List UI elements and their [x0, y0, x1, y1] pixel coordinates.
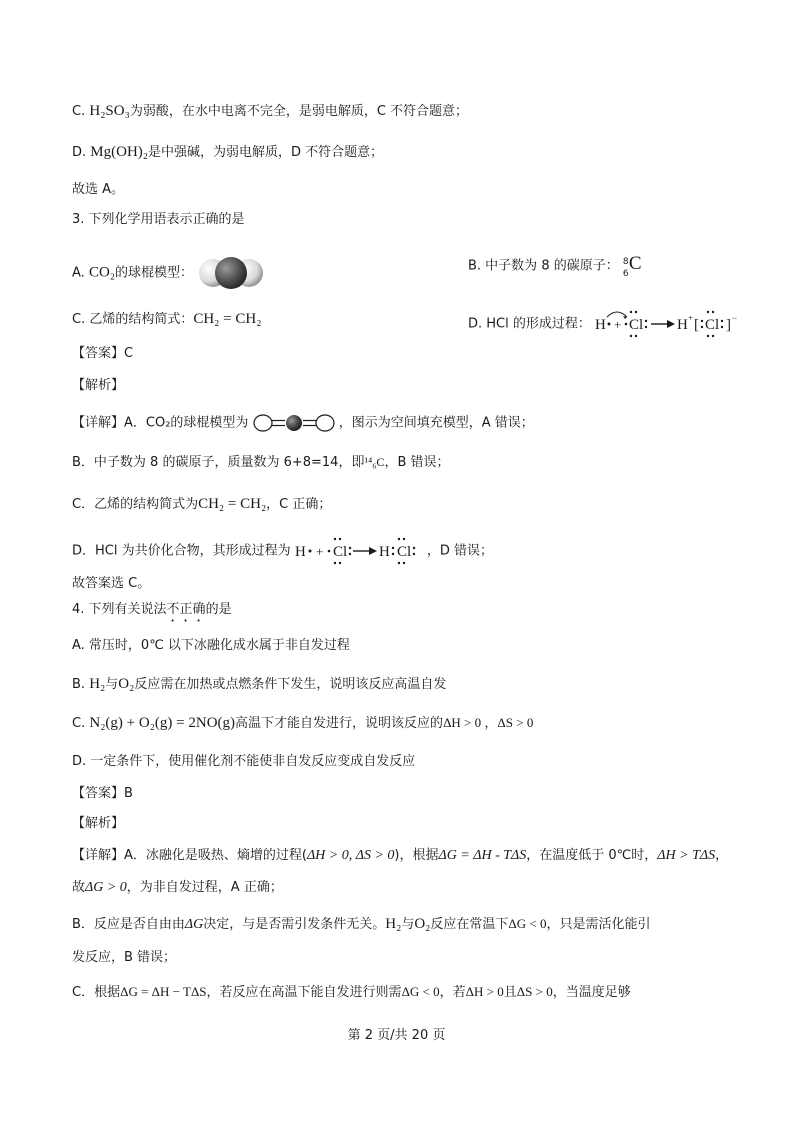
option-text: 高温下才能自发进行，说明该反应的: [235, 716, 444, 731]
mass-number: 8: [622, 257, 629, 267]
option-text: 反应需在加热或点燃条件下发生，说明该反应高温自发: [134, 677, 447, 692]
svg-text:+: +: [614, 317, 622, 332]
formula: Mg(OH)₂: [90, 144, 149, 160]
detail-text: ，: [715, 848, 729, 863]
option-text: D. HCl 的形成过程：: [468, 316, 591, 332]
svg-text:H: H: [294, 544, 306, 560]
q4-detail-b-line2: 发反应，B 错误；: [72, 950, 177, 965]
q3-detail-d: [72, 536, 733, 566]
detail-text: ，D 错误；: [426, 543, 494, 559]
formula: H₂: [89, 676, 106, 692]
q3-answer: 【答案】C: [72, 346, 134, 361]
stem-text: 4. 下列有关说法: [72, 602, 167, 617]
detail-text: ，当温度足够: [552, 985, 631, 1000]
formula: O₂: [414, 916, 431, 932]
q4-option-b: [72, 674, 733, 695]
detail-text: 【详解】A．CO₂的球棍模型为: [72, 415, 249, 431]
formula: H₂: [385, 916, 402, 932]
detail-text: )，根据: [394, 848, 439, 863]
q3-conclusion: 故答案选 C。: [72, 576, 151, 591]
svg-text:[: [: [694, 317, 700, 333]
emphasized-text: 不正确: [166, 602, 206, 617]
option-text: 是中强碱，为弱电解质，D 不符合题意；: [148, 145, 384, 160]
q4-detail-a-line1: [72, 846, 733, 866]
detail-text: ，若反应在高温下能自发进行则需: [206, 985, 402, 1000]
formula: ΔG: [184, 917, 204, 932]
detail-text: ，在温度低于 0℃时，: [526, 848, 658, 863]
detail-text: ，若: [439, 985, 466, 1000]
isotope-notation: ¹⁴₆C: [364, 455, 385, 469]
q4-detail-c-line1: [72, 982, 733, 1003]
formula: O₂: [118, 676, 135, 692]
formula: ΔG > 0: [85, 880, 127, 895]
q3-option-a: [72, 253, 733, 290]
q3-option-d: [468, 309, 745, 339]
option-text: 为弱酸，在水中电离不完全，是弱电解质，C 不符合题意；: [129, 104, 469, 119]
option-label: C.: [72, 716, 86, 731]
svg-text:+: +: [315, 544, 324, 559]
carbon-isotope: [622, 253, 645, 279]
detail-text: C．乙烯的结构简式为: [72, 497, 199, 512]
q4-option-a: A. 常压时，0℃ 以下冰融化成水属于非自发过程: [72, 638, 350, 653]
option-text: C. 乙烯的结构简式：: [72, 312, 194, 327]
conclusion-a: 故选 A。: [72, 182, 125, 197]
detail-text: D．HCl 为共价化合物，其形成过程为: [72, 543, 291, 559]
q3-option-c: [72, 309, 738, 333]
q4-detail-a-line2: [72, 878, 733, 898]
detail-text: 【详解】A．冰融化是吸热、熵增的过程(: [72, 848, 307, 863]
formula: ΔG < 0: [401, 984, 440, 999]
option-label: C.: [72, 104, 86, 119]
svg-text:H: H: [677, 317, 688, 333]
detail-text: 决定，与是否需引发条件无关。: [203, 917, 386, 932]
q3-detail-b: [72, 452, 733, 473]
condition: ΔH > 0 ，ΔS > 0: [443, 715, 534, 730]
formula: ΔH > 0: [465, 984, 504, 999]
svg-text:Cl: Cl: [332, 544, 347, 560]
q3-option-b: [468, 253, 645, 279]
svg-text:H: H: [378, 544, 390, 560]
option-text: 的球棍模型：: [115, 265, 194, 281]
svg-text:H: H: [595, 317, 606, 333]
q3-detail-a: [72, 412, 733, 434]
co2-space-filling-model-icon: [197, 256, 265, 290]
stem-text: 的是: [205, 602, 232, 617]
equation: N₂(g) + O₂(g) = 2NO(g): [89, 715, 236, 731]
svg-text:+: +: [688, 313, 694, 323]
formula: CH₂ = CH₂: [198, 496, 267, 512]
svg-text:Cl: Cl: [629, 317, 644, 333]
option-label: A.: [72, 265, 85, 281]
detail-text: B．反应是否自由由: [72, 917, 185, 932]
option-text: B. 中子数为 8 的碳原子：: [468, 258, 619, 274]
detail-text: ，B 错误；: [384, 455, 450, 470]
formula: ΔG = ΔH - TΔS: [438, 848, 527, 863]
question-4-stem: [72, 600, 733, 625]
hcl-covalent-formation-diagram-icon: [295, 536, 423, 566]
option-label: D.: [72, 145, 87, 160]
formula: CO₂: [88, 264, 116, 281]
q4-option-d: D. 一定条件下，使用催化剂不能使非自发反应变成自发反应: [72, 754, 416, 769]
formula: ΔH > TΔS: [657, 848, 716, 863]
atomic-number: 6: [622, 269, 629, 279]
formula: ΔG < 0: [508, 916, 547, 931]
page-footer: 第 2 页/共 20 页: [347, 1028, 446, 1043]
detail-text: ，图示为空间填充模型，A 错误；: [338, 415, 534, 431]
q3-analysis-heading: 【解析】: [72, 378, 125, 393]
svg-text:Cl: Cl: [705, 317, 720, 333]
svg-text:]: ]: [726, 317, 732, 333]
option-text: 与: [105, 677, 119, 692]
element-symbol: C: [628, 253, 642, 274]
detail-text: 与: [401, 917, 415, 932]
detail-text: 故: [72, 880, 86, 895]
hcl-ionic-formation-diagram-icon: [595, 309, 745, 339]
formula: H₂SO₃: [89, 103, 130, 119]
q4-option-c: [72, 713, 733, 734]
svg-text:−: −: [732, 313, 738, 323]
detail-text: C．根据: [72, 985, 121, 1000]
detail-text: 且: [503, 985, 517, 1000]
question-3-stem: 3. 下列化学用语表示正确的是: [72, 212, 245, 227]
q3-detail-c: [72, 494, 733, 515]
detail-text: B．中子数为 8 的碳原子，质量数为 6+8=14，即: [72, 455, 365, 470]
detail-text: ，为非自发过程，A 正确；: [126, 880, 283, 895]
q4-answer: 【答案】B: [72, 786, 133, 801]
q4-analysis-heading: 【解析】: [72, 816, 125, 831]
svg-text:Cl: Cl: [396, 544, 411, 560]
option-c-h2so3: [72, 101, 733, 122]
co2-ball-and-stick-model-icon: [253, 412, 335, 434]
detail-text: ，C 正确；: [266, 497, 332, 512]
q4-detail-b-line1: [72, 914, 733, 935]
formula: ΔS > 0: [516, 984, 553, 999]
detail-text: 反应在常温下: [430, 917, 509, 932]
formula: CH₂ = CH₂: [193, 311, 262, 327]
formula: ΔH > 0, ΔS > 0: [306, 848, 395, 863]
option-label: B.: [72, 677, 86, 692]
formula: ΔG = ΔH − TΔS: [120, 984, 207, 999]
option-d-mgoh2: [72, 142, 733, 163]
detail-text: ，只是需活化能引: [546, 917, 651, 932]
